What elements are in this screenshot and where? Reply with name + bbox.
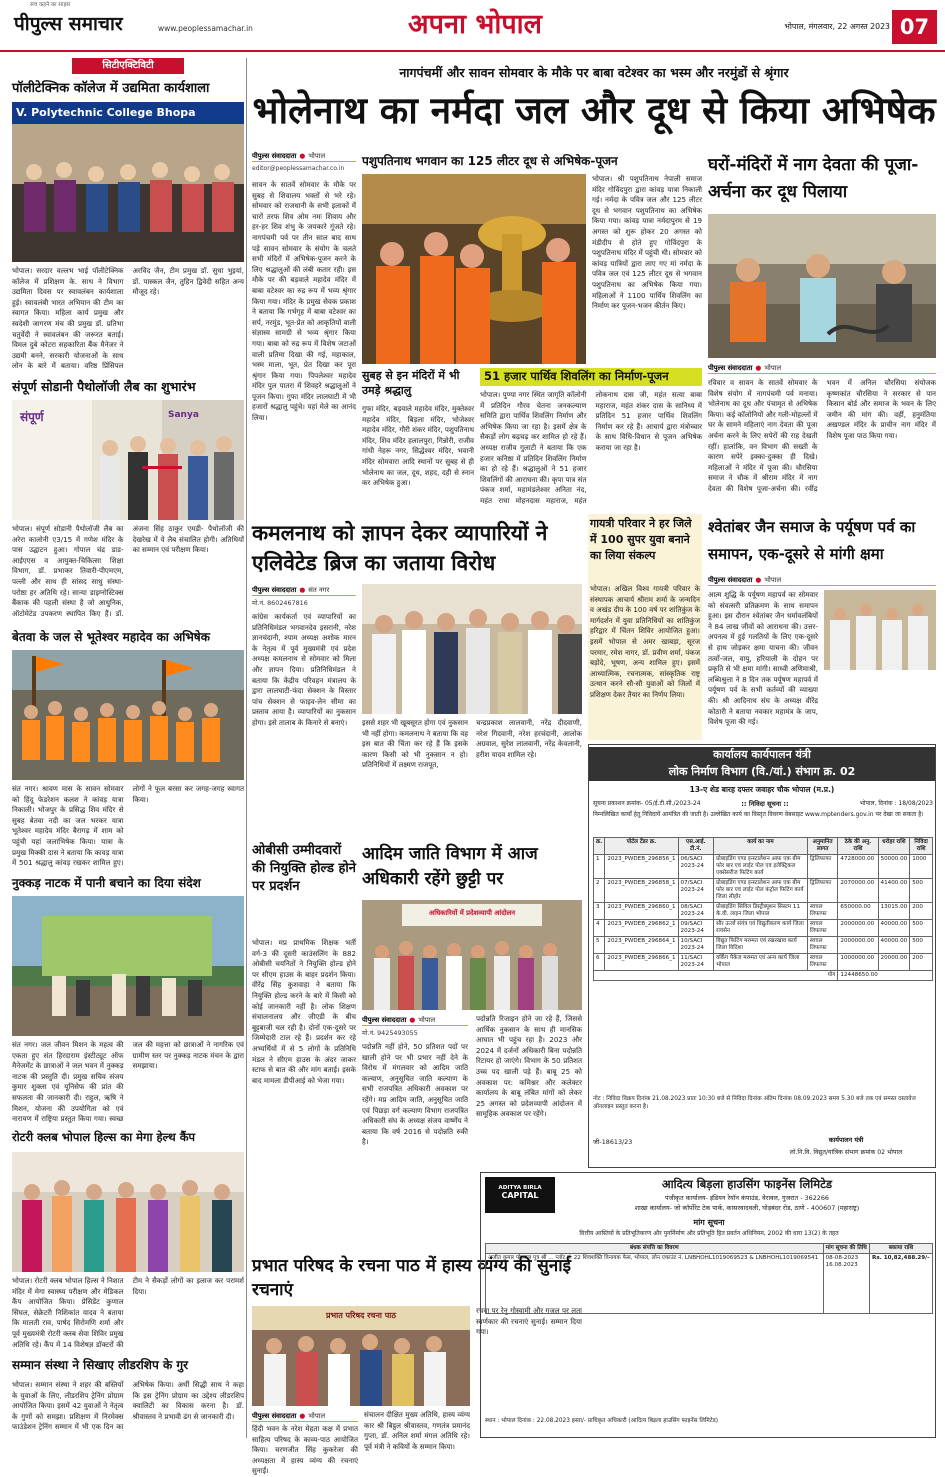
tender-total-label: योग [594,971,838,981]
tender-cell: 10/SACI 2023-24 [678,937,714,954]
pashupatinath-photo [362,174,586,364]
aditya-subtitle: वित्तीय आस्तियों के प्रतिभूतिकरण और पुनर्निर्माण और प्रतिभूति हित प्रवर्तन अधिनियम, 2002 की धारा 13(2) के तहत [579,1230,839,1237]
tender-table [593,837,933,981]
aditya-logo-top: ADITYA BIRLA [498,1185,542,1191]
byline-author: पीपुल्स संवाददाता [252,586,297,594]
lead-email[interactable]: editor@peoplessamachar.co.in [252,165,345,172]
tender-cell: 6 [594,954,605,971]
tender-header-cell: ठेके की अनु. राशि [838,838,878,855]
left-story-3-headline: बेतवा के जल से भूतेश्वर महादेव का अभिषेक [12,630,210,644]
lead-byline [252,150,356,162]
adim-protest-photo [362,900,582,1010]
byline-dot-icon: ● [299,152,306,160]
aditya-row-desc: अजीत कुमार पोरवाल पुत्र श्री ... प्लॉट नं. 22 शिवशक्ति विनायक फेस, भोपाल, लोन एकाउंट नं. LNBHOHL1019069523 & LNBHOHL1019069541 [486,1254,824,1314]
aditya-logo-bottom: CAPITAL [501,1191,539,1200]
lead-kicker: नागपंचमीं और सावन सोमवार के मौके पर बाबा वटेश्वर का भस्म और नरमुंडों से श्रृंगार [399,65,789,80]
kamalnath-byline [252,584,356,596]
aditya-table-header [486,1244,933,1254]
byline-author: पीपुल्स संवाददाता [708,576,753,584]
left-story-2-headline: संपूर्ण सोडानी पैथोलॉजी लैब का शुभारंभ [12,379,196,394]
tender-cell: प्रोबाइडिंग सिविल डिस्ट्रीब्यूशन सिस्टम 11 के.वी. लाइन जिला भोपाल [714,903,808,920]
dateline: भोपाल, मंगलवार, 22 अगस्त 2023 [784,22,890,31]
prabhat-column-3: रचना पर रेनु गोस्वामी और गजल पर लता स्वर्णकार की रचनाएं सुनाई। सम्मान दिया गया। [476,1306,582,1337]
tender-cell: 2000000.00 [838,920,878,937]
tender-cell: 1000000.00 [838,954,878,971]
adim-phone: मो.नं. 9425493055 [362,1029,418,1037]
left-story-2-body: भोपाल। संपूर्ण सोडानी पैथोलॉजी लैब का अरेरा कालोनी ए3/15 में गणेश मंदिर के पास उद्घाटन हुआ। गोपाल चंद्र डाड-आईएएस व आयुक्त-चिकित्सा शिक्षा विभाग, डॉ. प्रभाकर तिवारी-पीएमएम, पल्ली और साथ ही सांसद साधु संस्था-परोष्ठा हर अतिथि रहे। सान्या डाइग्नोस्टिक्स बैंकाक की पहली संस्था है जो आधुनिक, ऑटोमेटेड उपकरण स्थापित किए हैं। डॉ. अंजना सिंह ठाकुर एमडी- पैथोलॉजी की देखरेख में ये लैब संचालित होगी। अतिथियों का सम्मान एवं परीक्षण किया। [12,524,244,618]
masthead-website[interactable]: www.peoplessamachar.in [158,24,253,33]
tender-notice [588,744,936,1168]
aditya-birla-notice [480,1172,936,1438]
tender-header-cell: क्र. [594,838,605,855]
tender-row [594,855,933,879]
tender-cell: 2023_PWDEB_296860_1 [605,903,678,920]
aditya-date-1: 08-08-2023 [825,1255,859,1261]
aditya-company: आदित्य बिड़ला हाउसिंग फाइनेंस लिमिटेड [661,1177,833,1191]
tender-cell: 2070000.00 [838,879,878,903]
adim-column-1: पदोन्नति नहीं होने, 50 प्रतिशत पदों पर खाली होने पर भी प्रभार नहीं देने के विरोध में मंगलवार को आदिम जाति कल्याण, अनुसूचित जाति कल्याण के सभी राजपत्रित अधिकारी अवकाश पर रहेंगे। मप्र आदिम जाति, अनुसूचित जाति एवं पिछड़ा वर्ग कल्याण विभाग राजपत्रित अधिकारी संघ के अध्यक्ष संजय वार्ष्णेय ने बताया कि वर्ष 2016 से पदोन्नति रुकी है। [362,1042,468,1147]
tender-cell: स्वचल लिफाफा [807,954,838,971]
nag-byline [708,362,936,374]
prabhat-photo [252,1306,470,1406]
gayatri-body: भोपाल। अखिल विश्व गायत्री परिवार के संस्थापक आचार्य श्रीराम शर्मा के जन्मदिन व अखंड दीप के 100 वर्ष पर शांतिकुंज के मार्गदर्शन में युवा प्रतिनिधियों का शांतिकुंज हरिद्वार में चिंतन शिविर आयोजित हुआ। इसमें भोपाल से अमर खाबड़ा, सूरज परमार, रमेश नागर, डॉ. प्रवीण शर्मा, पंकज बड़ोदे, भूषण, अन्य शामिल हुए। इसमें आध्यात्मिक, रचनात्मक, सांस्कृतिक राष्ट्र उत्थान करने सौ-सौ युवाओं को जिलों में प्रशिक्षण देकर तैयार का निर्णय लिया। [590,584,700,699]
lead-photo-story: भोपाल। श्री पशुपतिनाथ नेपाली समाज मंदिर गोविंदपुरा द्वारा कांवड़ यात्रा निकाली गई। नर्मदा के पवित्र जल और 125 लीटर दूध से भगवान पशुपतिनाथ का अभिषेक किया गया। कांवड़ यात्रा नर्मदापुरम से 19 अगस्त को शुरू होकर 20 अगस्त को मंडीदीप से होते हुए गोविंदपुरा के पशुपतिनाथ मंदिर में पहुंची थी। सोमवार को कांवड़ यात्रियों द्वारा लाए गए मां नर्मदा के पवित्र जल एवं 125 लीटर दूध से भगवान पशुपतिनाथ का अभिषेक किया गया। महिलाओं ने 1100 पार्थिव शिवलिंग का निर्माण कर पूजन-भजन कीर्तन किए। [592,174,702,311]
tender-cell: 650000.00 [838,903,878,920]
prabhat-headline: प्रभात परिषद के रचना पाठ में हास्य व्यंग्य की सुनाई रचनाएं [252,1256,571,1300]
tender-header-cell: कार्य का नाम [714,838,808,855]
left-story-1-body: भोपाल। सरदार वल्लभ भाई पॉलीटेक्निक कॉलेज में प्रशिक्षण के. साथ ने विभाग उद्यमिता दिवस पर स्वावलंबन कार्यशाला हुई। स्वावलंबी भारत अभियान की टीम का स्वागत किया। महिला कार्य प्रमुख और स्वदेशी जागरण मंच की प्रमुख डॉ. प्रतिभा चतुर्वेदी ने स्वावलंबन की जरूरत बताई। विमल दुबे कोटरा सहकारिता बैंक मैनेजर ने उद्यमी बनने, सरकारी योजनाओं के साथ लोन के बारे में बताया। वरिष्ठ प्रिंसिपल अरविंद जैन, टीम प्रमुख डॉ. सुधा भुइयां, डॉ. पास्कल जैन, तुहिन द्विवेदी सहित अन्य मौजूद रहे। [12,266,244,371]
tender-cell: 2023_PWDEB_296862_1 [605,920,678,937]
byline-author: पीपुल्स संवाददाता [708,364,753,372]
prabhat-byline [252,1410,358,1422]
tender-table-header [594,838,933,855]
street-play-photo [12,896,244,1036]
tender-cell: प्रोबाइडिंग एण्ड इन्स्टालेशन आफ एक बीम फोर बार एवं लाईट पोल कंट्रोल फिटिंग कार्य जिला सीहोर [714,879,808,903]
kamalnath-headline: कमलनाथ को ज्ञापन देकर व्यापारियों ने एलिवेटेड ब्रिज का जताया विरोध [252,521,548,575]
byline-dot-icon: ● [299,1412,306,1420]
kamalnath-photo [362,584,582,714]
aditya-col-c: बकाया राशि [870,1244,933,1254]
jain-headline: श्वेतांबर जैन समाज के पर्यूषण पर्व का समापन, एक-दूसरे से मांगी क्षमा [708,518,916,563]
tender-cell: 2023_PWDEB_296858_1 [605,879,678,903]
masthead-logo: पीपुल्स समाचार [14,13,123,35]
tender-row [594,937,933,954]
left-column [12,58,244,1438]
byline-place: भोपाल [764,364,782,372]
jain-byline [708,574,936,586]
left-story-5-body: भोपाल। रोटरी क्लब भोपाल हिल्स ने निशात मंदिर में मेगा स्वास्थ्य परीक्षण और मेडिकल कैंप आयोजित किया। प्रेसिडेंट कुणाल सिंघल, सेक्रेटरी निशिकांत यादव ने बताया कि मालती राव, पार्षद सिरोमणि शर्मा और पूर्व मुख्यमंत्री रोटरी क्लब सेवा शिविर प्रमुख अतिथि रहे। कैंप में 14 विशेषज्ञ डॉक्टरों की टीम ने सैकड़ों लोगों का इलाज कर परामर्श दिया। [12,1276,244,1349]
tender-address: 13-ए शेड बारह दफ्तर जवाहर चौक भोपाल (म.प्र.) [689,785,835,794]
tender-ref: सूचना प्रकाशन क्रमांक- 05/ई.टी.सी./2023-24 [593,800,701,807]
kamalnath-column-1: कांग्रेस कार्यकर्ता एवं व्यापारियों का प्रतिनिधिमंडल भगवानदेव इसरानी, नरेश ज्ञानचंदानी, श्याम अध्यक्ष अशोक मारन के नेतृत्व में पूर्व मुख्यमंत्री एवं प्रदेश अध्यक्ष कमलनाथ से सोमवार को मिला और ज्ञापन दिया। प्रतिनिधिमंडल ने बताया कि केंद्रीय परिवहन मंत्रालय के द्वारा लालघाटी-फंदा सेक्शन के विस्तार पांच सेक्शन से फाइव-लेन सीमा का प्रस्ताव आया है। व्यापारियों का नुकसान होगा। इसे तालाब के किनारे से बनाएं। [252,612,356,727]
pathology-photo [12,400,244,520]
tender-cell: 11/SACI 2023-24 [678,954,714,971]
tender-total-row [594,971,933,981]
nag-devta-headline: घरों-मंदिरों में नाग देवता की पूजा-अर्चना कर दूध पिलाया [708,155,919,202]
tender-sign-1: कार्यपालन यंत्री [828,1136,864,1144]
lead-column-1: सावन के सातवें सोमवार के मौके पर सुबह से शिवालय भक्तों से भरे रहे। सोमवार को राजधानी के सभी इलाकों में चारों तरफ शिव ओम नमः शिवाय और हर-हर शिव शंभु के जयकारे गूंजते रहे। नागपंचमी पर्व पर तीन साल बाद साथ पड़े सावन सोमवार के संयोग के चलते सभी मंदिरों में अभिषेक-पूजन करने के लिए श्रद्धालुओं की लंबी कतार रही। इस मौके पर की बड़वाले महादेव मंदिर में बाबा वटेश्वर का रुद्र रूप में भव्य श्रृंगार किया गया। मंदिर के प्रमुख सेवक प्रकाश ने बताया कि गर्भगृह में बाबा वटेश्वर का सर्प, नरमुंड, भूत-प्रेत को आकृतियों वाली संज्ञास्व सामग्री से भव्य श्रृंगार किया गया। बाबा को रुद्र रूप में विशेष जटाओं वाली प्रतिमा दिखा की गई, महाकाल, भस्म माला, भूत, प्रेत दिखा कर पूरा श्रृंगार किया गया। पिपलेश्वर महादेव मंदिर पुल पातरा में शिवहरे श्रद्धालुओं ने पूजन किया। गुफा मंदिर लालघाटी में भी हजारों श्रद्धालु पहुंचे। यहां मेले का आनंद लिया। [252,180,356,423]
kanwar-yatra-photo [12,650,244,780]
jain-body-1: आत्म शुद्धि के पर्यूषण महापर्व का सोमवार को संवत्सरी प्रतिक्रमण के साथ समापन हुआ। इस दौरान श्वेतांबर जैन धर्मावलंबियों ने 84 लाख जीवों को आराधना की। उत्तर-अपनत्व में हुई गलतियों के लिए एक-दूसरे से हाथ जोड़कर क्षमा याचना की। जीवन तत्वों-जल, वायु, हरियाली के दोहन पर प्रकृति से भी क्षमा मांगी। साध्वी अणिमाश्री, लब्धिश्रुत्ता ने 8 दिन तक पर्यूषण महापर्व में पर्यूषण पर्व के सभी कर्तव्यों की व्याख्या की। श्री आदिनाथ संघ के अध्यक्ष वीरेंद्र कोठारी ने बताया नवकार महामंत्र के जाप, विशेष पूजा की गई। [708,590,818,727]
byline-place: भोपाल [308,152,326,160]
left-story-4-body: संत नगर। जल जीवन मिशन के महत्व की एकता हुए संत हिरदाराम इंस्टीट्यूट ऑफ मैनेजमेंट के छात्राओं ने जल भवन में नुक्कड़ नाटक की प्रस्तुति दी। प्रमुख सचिव संजय कुमार शुक्ला एवं यूनिसेफ की प्रांत की सफलता की जानकारी दी। राहुल, ऋषि ने मिशन, योजना की उपयोगिता को एवं नारायण में राष्ट्रिया प्रस्तुत किया गया। स्वच्छ जल की महत्ता को छात्राओं ने नागरिक एवं ग्रामीण स्तर पर नुक्कड़ नाटक मंचन के द्वारा समझाया। [12,1040,244,1124]
tender-cell: विद्युत फिटिंग मरम्मत एवं रखरखाव कार्य जिला विदिशा [714,937,808,954]
section-title: अपना भोपाल [408,9,542,40]
prabhat-column-2: संचालन दीक्षित मुख्य अतिथि, हास्य व्यंग्य कार श्री बिट्ठल श्रीवास्तव, गणतंत्र प्रमानंद गुप्ता, डॉ. अनिल शर्मा मंगल अतिथि रहे। पूर्व मंत्री ने कवियों के सम्मान किया। [364,1410,470,1451]
aditya-row-dates [823,1254,869,1314]
byline-dot-icon: ● [755,364,762,372]
prabhat-banner-text: प्रभात परिषद रचना पाठ [325,1311,397,1320]
tender-title-2: लोक निर्माण विभाग (वि./यां.) संभाग क्र. 02 [589,763,935,781]
aditya-branch: शाखा कार्यालय- जो कॉर्पोरेट टेक पार्क, कासरवादवली, घोड़बंदर रोड, ठाणे - 400607 (महाराष्ट्र) [634,1204,860,1212]
kamalnath-phone: मो.नं. 8602467816 [252,599,308,607]
aditya-col-b: मांग सूचना की तिथि [823,1244,869,1254]
protest-banner-text: अधिकारियों में प्रदेशव्यापी आंदोलन [429,909,515,917]
masthead-tagline: सच कहने का साहस [30,2,71,8]
byline-author: पीपुल्स संवाददाता [362,1016,407,1024]
obc-headline: ओबीसी उम्मीदवारों की नियुक्ति होल्ड होने पर प्रदर्शन [252,843,357,894]
polytechnic-photo [12,102,244,262]
nag-devta-photo [708,214,936,358]
left-story-6-headline: सम्मान संस्था ने सिखाए लीडरशिप के गुर [12,1358,189,1372]
tender-cell: 3 [594,903,605,920]
tender-cell: सौर ऊर्जा संयंत्र एवं विद्युतीकरण कार्य जिला रायसेन [714,920,808,937]
tender-cell: 2023_PWDEB_296864_1 [605,937,678,954]
kamalnath-column-2: इससे शहर भी खूबसूरत होगा एवं नुकसान भी नहीं होगा। कमलनाथ ने बताया कि वह इस बात की चिंता कर रहे हैं कि इसके कारण किसी को भी नुकसान न हो। प्रतिनिधियों में लक्ष्मण राजपूत, [362,718,468,770]
sub-story-2-headline: 51 हजार पार्थिव शिवलिंग का निर्माण-पूजन [480,368,702,386]
adim-byline [362,1014,468,1026]
tender-header-cell: पोर्टल टेंडर क्र. [605,838,678,855]
tender-cell: 20000.00 [878,954,910,971]
byline-place: भोपाल [418,1016,436,1024]
tender-header-cell: निविदा राशि [910,838,933,855]
left-story-1-headline: पॉलीटेक्निक कॉलेज में उद्यमिता कार्यशाला [12,81,210,96]
tender-cell: स्वचल लिफाफा [807,903,838,920]
tender-cell: 06/SACI 2023-24 [678,855,714,879]
jain-photo [824,590,936,670]
tender-cell: 2000000.00 [838,937,878,954]
tender-sign-2: लो.नि.वि. विद्युत/यांत्रिक संभाग क्रमांक 02 भोपाल [789,1149,903,1156]
sub-story-1-headline: सुबह से इन मंदिरों में भी उमड़े श्रद्धालु [362,369,460,397]
aditya-table-row [486,1254,933,1314]
aditya-footer: स्थान : भोपाल दिनांक : 22.08.2023 हस्ता/- प्राधिकृत अधिकारी (आदित्य बिड़ला हाउसिंग फाइनेंस लिमिटेड) [485,1418,719,1424]
tender-cell: 500 [910,937,933,954]
tender-cell: 2 [594,879,605,903]
photo-banner-text: V. Polytechnic College Bhopa [16,106,196,119]
tender-cell: स्वचल लिफाफा [807,920,838,937]
aditya-title: मांग सूचना [693,1218,725,1227]
byline-place: संत नगर [308,586,330,594]
lead-headline: भोलेनाथ का नर्मदा जल और दूध से किया अभिषेक [252,89,936,132]
byline-author: पीपुल्स संवाददाता [252,152,297,160]
tender-cell: 2023_PWDEB_296866_1 [605,954,678,971]
gayatri-headline: गायत्री परिवार ने हर जिले में 100 सुपर युवा बनाने का लिया संकल्प [590,517,692,562]
left-story-6-body: भोपाल। सम्मान संस्था ने शहर की बस्तियों के युवाओं के लिए, लीडरशिप ट्रेनिंग प्रोग्राम आयोजित किया। इसमें 42 युवाओं ने नेतृत्व के गुणों को समझा। प्रशिक्षण में निरमेक्स फाउंडेशन ट्रेनिंग सम्मान में भी एक दिन का अभिषेक किया। अर्थी सिद्धी साथ ने कहा कि इस ट्रेनिंग प्रोग्राम का उद्देश्य लीडरशिप क्वालिटी का विकास करना है। डॉ. श्रीवास्तव ने प्रभावी ढंग से जानकारी दी। [12,1380,244,1432]
tender-cell: 08/SACI 2023-24 [678,903,714,920]
tender-row [594,954,933,971]
page-number: 07 [892,10,937,44]
tender-cell: 13015.00 [878,903,910,920]
banner-text-a: संपूर्ण [20,410,44,424]
adim-column-2: पदोन्नति रिजाइन होने जा रहे हैं, जिससे आर्थिक नुकसान के साथ ही मानसिक आघात भी पहुंच रहा है। 2023 और 2024 में दर्जनों अधिकारी बिना पदोन्नति रिटायर हो जाएंगे। विभाग के 50 प्रतिशत उच्च पद खाली पड़े हैं। बाबू 25 को अवकाश पर: कमिश्नर और कलेक्टर कार्यालय के बाबू लंबित मांगों को लेकर 25 अगस्त को प्रदेशव्यापी आंदोलन में सामूहिक अवकाश पर रहेंगे। [476,1014,582,1119]
tender-cell: द्विलिफाफा [807,879,838,903]
tender-jcode: जी-18613/23 [593,1138,633,1146]
tender-cell: 50000.00 [878,855,910,879]
tender-cell: 1000 [910,855,933,879]
tender-notice-label: :: निविदा सूचना :: [741,800,789,808]
obc-body: भोपाल। मप्र प्राथमिक शिक्षक भर्ती वर्ग-3 की दूसरी काउंसलिंग के 882 ओबीसी चयनितों ने नियुक्ति होल्ड होने पर सीएम हाउस के बाहर प्रदर्शन किया। वीरेंद्र सिंह कुशवाहा ने बताया कि नियुक्ति होल्ड करने के बारे में किसी को कोई जानकारी नहीं है। लोक शिक्षण संचालनालय और जीएडी के बीच बुट्टबाजी चल रही है। दोनों एक-दूसरे पर जिम्मेदारी टाल रहे हैं। प्रदर्शन कर रहे अभ्यर्थियों में से 5 लोगों के प्रतिनिधि मंडल ने सीएम हाउस के अंदर जाकर स्टाफ से बात की और मांग बताई। इसके बाद मामला डीपीआई को भेजा गया। [252,938,356,1085]
tender-cell: स्वचल लिफाफा [807,937,838,954]
tender-cell: 500 [910,879,933,903]
masthead [0,0,945,52]
byline-author: पीपुल्स संवाददाता [252,1412,297,1420]
tender-cell: 07/SACI 2023-24 [678,879,714,903]
prabhat-column-1: हिंदी भवन के नरेश मेहता कक्ष में प्रभात साहित्य परिषद के काव्य-पाठ आयोजित किया। चरणजीत सिंह कुकरेजा की अध्यक्षता में हास्य व्यंग्य की रचनाएं सुनाईं। [252,1424,358,1476]
tender-row [594,879,933,903]
tender-cell: वर्किंग पैकेज मरम्मत एवं अन्य कार्य जिला भोपाल [714,954,808,971]
tender-ref-date: भोपाल, दिनांक : 18/08/2023 [859,800,933,807]
tender-header-cell: एस.आई. टी.नं. [678,838,714,855]
kamalnath-column-3: चन्द्रप्रकाश लालवानी, नरेंद्र दीदवाणी, नरेश गिदवानी, नरेश हरचंदानी, आलोक अग्रवाल, सुरेश लालवानी, नरेंद्र केवलानी, हरीश यादव शामिल रहे। [476,718,582,759]
tender-cell: 200 [910,903,933,920]
left-story-5-headline: रोटरी क्लब भोपाल हिल्स का मेगा हेल्थ कैंप [12,1130,196,1144]
aditya-date-2: 16.08.2023 [825,1262,858,1268]
tender-row [594,903,933,920]
byline-dot-icon: ● [755,576,762,584]
aditya-reg: पंजीकृत कार्यालय- इंडियन रेयॉन कंपाउंड, वेरावल, गुजरात - 362266 [665,1194,829,1202]
aditya-row-amount: Rs. 10,82,488.29/- [870,1254,933,1314]
gayatri-box [588,514,702,740]
tender-cell: 40000.00 [878,937,910,954]
tender-cell: 09/SACI 2023-24 [678,920,714,937]
tender-table-body [594,855,933,981]
tender-title-1: कार्यालय कार्यपालन यंत्री [589,747,935,763]
tender-cell: 500 [910,920,933,937]
column-divider [246,58,247,1438]
aditya-table [485,1243,933,1333]
tender-intro: निम्नलिखित कार्यों हेतु निविदायें आमंत्रित की जाती है। उल्लेखित कार्य का विस्तृत विवरण वेबसाइट www.mptenders.gov.in पर देखा जा सकता है। [593,811,924,818]
tender-cell: प्रोबाइडिंग एण्ड इन्स्टालेशन आफ एक बीम फोर बार एवं लाईट पोल एवं इलेक्ट्रिकल एक्सेसरीज फिटिंग कार्य [714,855,808,879]
byline-place: भोपाल [764,576,782,584]
banner-text-b: Sanya [168,410,199,420]
tender-header-cell: अनुमानित लागत [807,838,838,855]
left-story-4-headline: नुक्कड़ नाटक में पानी बचाने का दिया संदेश [12,876,201,890]
sub-story-1-body: गुफा मंदिर, बड़वाले महादेव मंदिर, मुक्तेश्वर महादेव मंदिर, बिड़ला मंदिर, भोजेश्वर महादेव मंदिर, गौरी शंकर मंदिर, पशुपतिनाथ मंदिर, शिव मंदिर हलालपुरा, गिन्नोरी, राजीव गांधी नेहरू नगर, सिद्धेश्वर मंदिर, भवानी मंदिर सोमवारा आदि स्थानों पर सुबह से ही भोलेनाथ का जल, दूध, शहद, दही से स्नान कर अभिषेक हुआ। [362,404,474,488]
sub-story-2-body: भोपाल। पुण्या नगर स्थित जागृति कॉलोनी में प्रतिदिन गौरव चेतना जनकल्याण समिति द्वारा पार्थिव शिवलिंग निर्माण और अभिषेक किया जा रहा है। इसमें क्षेत्र के सैकड़ों लोग बढ़चढ़ कर शामिल हो रहे हैं। अध्यक्ष राजीव गुलाटी ने बताया कि एक हजार कनिष्ठा में प्रतिदिन शिवलिंग निर्माण का हो रहे हैं। श्रद्धालुओं ने 51 हजार शिवलिंगों की आराधना की। कृपा पात्र संत पंकज शर्मा, महामंडलेश्वर अनिता नंद, महंत राधा मोहनदास महाराज, महंत लोकनाथ दास जी, महंत सत्या बाबा महाराज, महंत शंकर दास के सानिध्य में प्रतिदिन 51 हजार पार्थिव शिवलिंग निर्माण कर रहे हैं। आचार्य द्वारा मंत्रोच्चार के साथ विधि-विधान से पूजन अभिषेक कराया जा रहा है। [480,390,702,505]
byline-place: भोपाल [308,1412,326,1420]
section-tag: सिटीएक्टिविटी [72,58,184,74]
tender-row [594,920,933,937]
tender-table-wrap [593,837,933,1091]
left-story-3-body: संत नगर। श्रावण मास के सावन सोमवार को हिंदू फेडरेशन कलश ने कांवड़ यात्रा निकाली। भोजपुर के प्रसिद्ध शिव मंदिर से सुबह बेतवा नदी का जल भरकर यात्रा भूतेश्वर महादेव मंदिर बैरागढ़ में शाम को पहुंची यहां जलाभिषेक किया। यात्रा के प्रमुख मिक्की दास ने बताया कि कावड़ यात्रा में 501 श्रद्धालु कांवड़ रखकर शामिल हुए। लोगों ने फूल बरसा कर जगह-जगह स्वागत किया। [12,784,244,868]
tender-note: नोट : निविदा विक्रय दिनांक 21.08.2023 प्रातः 10:30 बजे से निविदा दिनांक अंतिम दिनांक 08.09.2023 समय 5.30 बजे तक एवं समस्त दस्तावेज ऑनलाइन प्रस्तुत करना है। [593,1096,916,1110]
byline-dot-icon: ● [409,1016,416,1024]
tender-cell: 40000.00 [878,920,910,937]
tender-cell: 2023_PWDEB_296856_1 [605,855,678,879]
tender-cell: 1 [594,855,605,879]
aditya-col-a: बंधक संपत्ति का विवरण [486,1244,824,1254]
tender-cell: 4 [594,920,605,937]
tender-cell: 41400.00 [878,879,910,903]
adim-headline: आदिम जाति विभाग में आज अधिकारी रहेंगे छुट्टी पर [362,844,538,889]
aditya-logo [485,1177,555,1213]
nag-devta-body: रविवार व सावन के सातवें सोमवार के विशेष संयोग में नागपंचमी पर्व मनाया। भोलेनाथ का दूध और पंचामृत से अभिषेक किया। कई कॉलोनियों और गली-मोहल्लों में घर के सामने महिलाएं नाग देवता की पूजा अर्चना करने के लिए सपेरों की राह देखती रहीं। हालांकि, वन विभाग की सख्ती के कारण सपेरे इक्का-दुक्का ही दिखे। महिलाओं ने मंदिर में पूजा की। चौरसिया समाज ने चौक में श्रीराम मंदिर में नाग देवता की विशेष पूजा-अर्चना की। रवींद्र भवन में अनिल चौरसिया संयोजक कृष्णकांत चौरसिया ने सरकार से पान किसान बोर्ड और समाज के भवन के लिए जमीन की मांग की। वहीं, हनुमंतिया अखण्डल मंदिर के प्राचीन नाग मंदिर में विशेष पूजा पाठ किया गया। [708,378,936,493]
tender-cell: 4728000.00 [838,855,878,879]
tender-total-value: 12448650.00 [838,971,933,981]
tender-cell: द्विलिफाफा [807,855,838,879]
health-camp-photo [12,1152,244,1272]
tender-header-cell: धरोहर राशि [878,838,910,855]
byline-dot-icon: ● [299,586,306,594]
tender-cell: 200 [910,954,933,971]
aditya-demand-table [485,1243,933,1314]
tender-cell: 5 [594,937,605,954]
lead-photo-caption: पशुपतिनाथ भगवान का 125 लीटर दूध से अभिषेक-पूजन [362,154,618,168]
